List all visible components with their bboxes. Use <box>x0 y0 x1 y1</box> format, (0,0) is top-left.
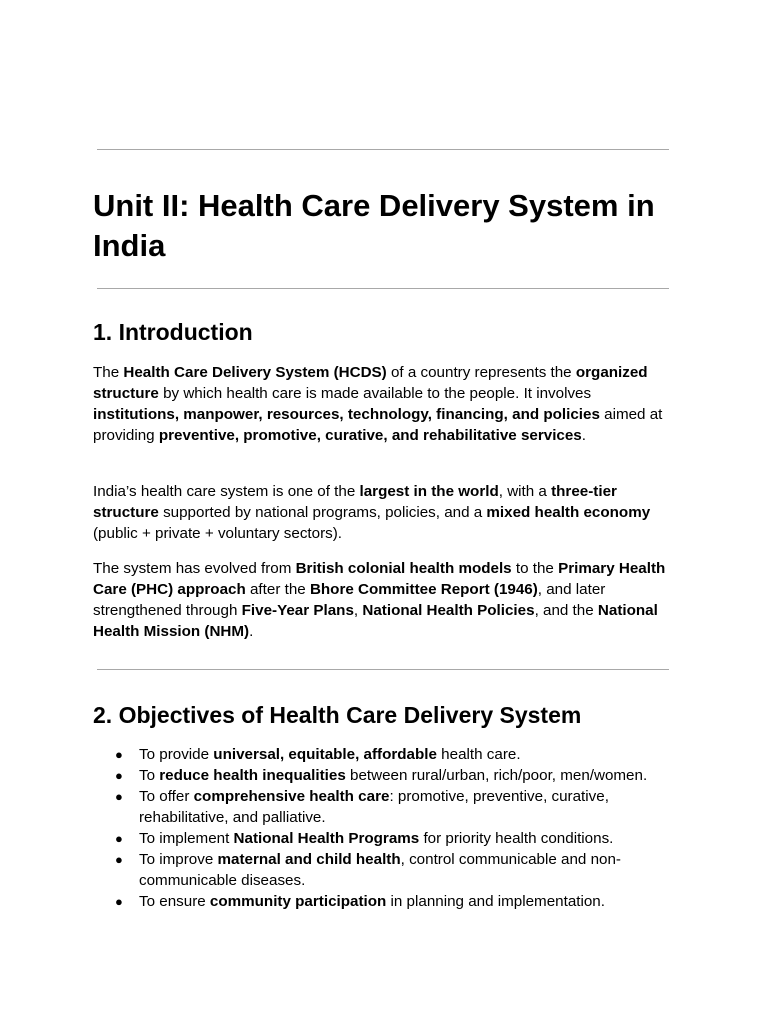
list-item <box>93 765 673 786</box>
objectives-list <box>93 744 673 912</box>
bold-phrase: Health Care Delivery System (HCDS) <box>123 364 387 381</box>
bold-phrase: preventive, promotive, curative, and rehabilitative services <box>158 427 582 444</box>
bullet-icon: ● <box>115 894 123 909</box>
list-item <box>93 891 673 912</box>
list-item <box>93 786 673 828</box>
list-item-text: To provide universal, equitable, affordable health care. <box>139 746 521 763</box>
bold-phrase: institutions, manpower, resources, technology, financing, and policies <box>93 406 600 423</box>
bold-phrase: National Health Policies <box>362 602 535 619</box>
bullet-icon: ● <box>115 789 123 804</box>
bold-phrase: comprehensive health care <box>193 788 390 805</box>
bullet-icon: ● <box>115 747 123 762</box>
bold-phrase: organized structure <box>93 364 648 402</box>
bullet-icon: ● <box>115 831 123 846</box>
bold-phrase: National Health Programs <box>233 830 420 847</box>
bold-phrase: British colonial health models <box>295 560 512 577</box>
bold-phrase: National Health Mission (NHM) <box>93 602 658 640</box>
bullet-icon: ● <box>115 852 123 867</box>
page-title: Unit II: Health Care Delivery System in India <box>93 188 655 263</box>
section-heading-objectives: 2. Objectives of Health Care Delivery System <box>93 702 582 728</box>
horizontal-rule <box>97 669 669 670</box>
section-heading-introduction: 1. Introduction <box>93 319 253 345</box>
intro-paragraph: The Health Care Delivery System (HCDS) of a country represents the organized structure by which health care is made available to the people. It involves institutions, manpower, resources, technology, financing, and policies aimed at providing preventive, promotive, curative, and rehabilitative services. <box>93 364 663 444</box>
list-item <box>93 744 673 765</box>
list-item-text: To ensure community participation in planning and implementation. <box>139 893 605 910</box>
horizontal-rule <box>97 149 669 150</box>
list-item-text: To offer comprehensive health care: promotive, preventive, curative, rehabilitative, and palliative. <box>139 788 609 826</box>
bold-phrase: largest in the world <box>359 483 499 500</box>
bold-phrase: mixed health economy <box>486 504 651 521</box>
list-item <box>93 849 673 891</box>
bold-phrase: three-tier structure <box>93 483 617 521</box>
bullet-icon: ● <box>115 768 123 783</box>
list-item-text: To implement National Health Programs for priority health conditions. <box>139 830 614 847</box>
bold-phrase: maternal and child health <box>217 851 401 868</box>
bold-phrase: universal, equitable, affordable <box>213 746 437 763</box>
intro-paragraph: The system has evolved from British colonial health models to the Primary Health Care (PHC) approach after the Bhore Committee Report (1946), and later strengthened through Five-Year Plans, National Health Policies, and the National Health Mission (NHM). <box>93 560 666 640</box>
list-item <box>93 828 673 849</box>
horizontal-rule <box>97 288 669 289</box>
list-item-text: To improve maternal and child health, control communicable and non-communicable diseases. <box>139 851 621 889</box>
intro-paragraph: India’s health care system is one of the largest in the world, with a three-tier structure supported by national programs, policies, and a mixed health economy (public + private + voluntary sectors). <box>93 483 651 542</box>
bold-phrase: reduce health inequalities <box>159 767 346 784</box>
bold-phrase: Bhore Committee Report (1946) <box>309 581 538 598</box>
bold-phrase: Primary Health Care (PHC) approach <box>93 560 666 598</box>
bold-phrase: Five-Year Plans <box>241 602 354 619</box>
list-item-text: To reduce health inequalities between rural/urban, rich/poor, men/women. <box>139 767 648 784</box>
bold-phrase: community participation <box>209 893 387 910</box>
